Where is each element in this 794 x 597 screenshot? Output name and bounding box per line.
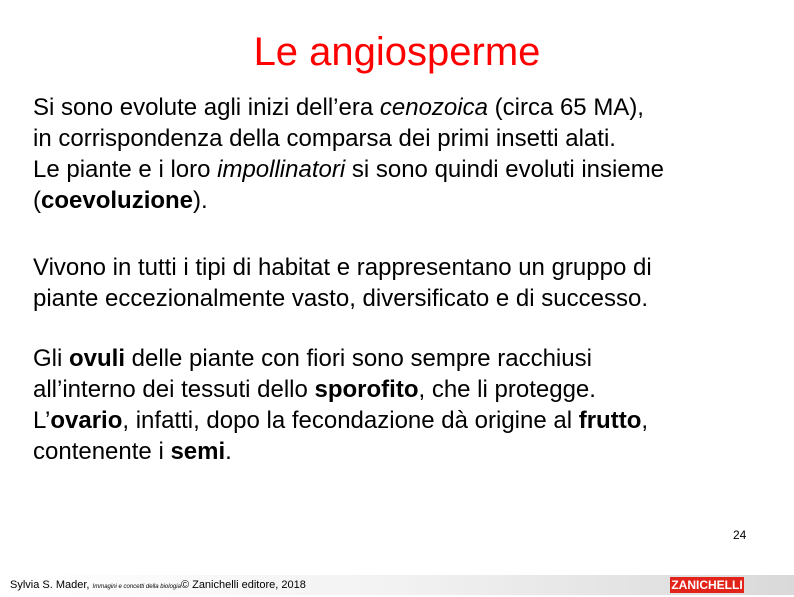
term-cenozoica: cenozoica	[379, 94, 488, 121]
text-span: (	[33, 187, 41, 214]
zanichelli-logo: ZANICHELLI	[671, 578, 743, 592]
text-span: delle piante con fiori sono sempre racchiusi	[125, 345, 592, 372]
text-span: contenente i	[33, 438, 171, 465]
text-span: (circa 65 MA),	[487, 94, 644, 121]
text-line	[33, 405, 773, 436]
text-line	[33, 252, 773, 283]
text-line	[33, 374, 773, 405]
text-line	[33, 92, 773, 123]
paragraph-ovules	[33, 343, 773, 467]
slide-number: 24	[733, 528, 747, 542]
footer-book-title: Immagini e concetti della biologia	[92, 584, 181, 590]
text-line	[33, 123, 773, 154]
term-ovario: ovario	[50, 407, 123, 434]
paragraph-habitat	[33, 252, 773, 314]
text-span: .	[225, 438, 232, 465]
text-span: piante eccezionalmente vasto, diversificato e di successo.	[33, 285, 648, 312]
text-span: in corrispondenza della comparsa dei primi insetti alati.	[33, 125, 616, 152]
text-span: , che li protegge.	[418, 376, 596, 403]
text-span: ).	[193, 187, 208, 214]
text-line	[33, 154, 773, 185]
footer-author: Sylvia S. Mader,	[10, 579, 93, 591]
term-ovuli: ovuli	[69, 345, 126, 372]
term-frutto: frutto	[578, 407, 642, 434]
term-coevoluzione: coevoluzione	[41, 187, 194, 214]
text-span: all’interno dei tessuti dello	[33, 376, 315, 403]
footer	[0, 575, 794, 595]
text-span: , infatti, dopo la fecondazione dà origine al	[122, 407, 579, 434]
text-line	[33, 343, 773, 374]
text-span: Le piante e i loro	[33, 156, 218, 183]
term-sporofito: sporofito	[314, 376, 419, 403]
text-line	[33, 185, 773, 216]
text-span: ,	[641, 407, 649, 434]
text-span: Vivono in tutti i tipi di habitat e rappresentano un gruppo di	[33, 254, 652, 281]
footer-credit	[10, 575, 306, 595]
text-span: Si sono evolute agli inizi dell’era	[33, 94, 380, 121]
text-span: L’	[33, 407, 51, 434]
text-line	[33, 283, 773, 314]
paragraph-evolution	[33, 92, 773, 216]
term-semi: semi	[170, 438, 226, 465]
footer-publisher: © Zanichelli editore, 2018	[180, 579, 306, 591]
slide-title: Le angiosperme	[253, 30, 541, 74]
text-span: Gli	[33, 345, 69, 372]
text-span: si sono quindi evoluti insieme	[345, 156, 665, 183]
term-impollinatori: impollinatori	[217, 156, 346, 183]
text-line	[33, 436, 773, 467]
